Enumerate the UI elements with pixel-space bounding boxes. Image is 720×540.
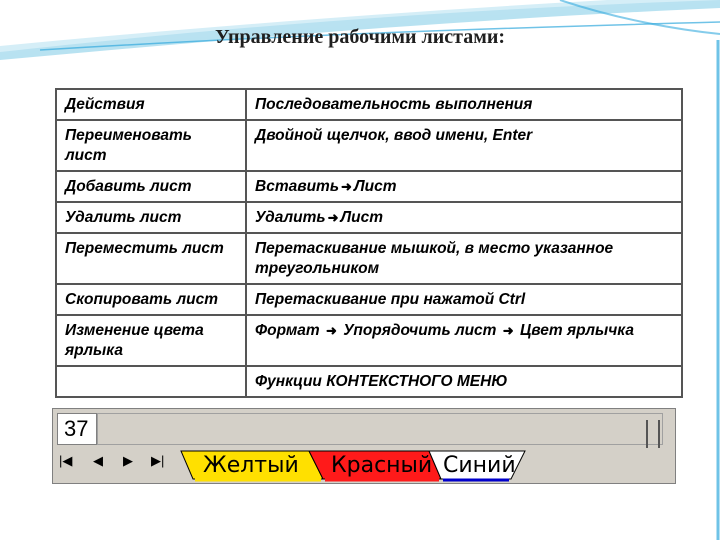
action-cell: Изменение цвета ярлыка <box>56 315 246 366</box>
action-cell: Удалить лист <box>56 202 246 233</box>
action-cell: Скопировать лист <box>56 284 246 315</box>
sequence-step: Упорядочить лист <box>343 322 497 339</box>
sequence-cell: Функции КОНТЕКСТНОГО МЕНЮ <box>246 366 682 397</box>
sequence-step: Лист <box>340 209 384 226</box>
header-actions: Действия <box>56 89 246 120</box>
sequence-cell <box>246 315 682 366</box>
sheet-tab-red[interactable]: Красный <box>331 453 433 478</box>
sequence-step: Вставить <box>255 178 340 195</box>
page-title: Управление рабочими листами: <box>214 26 506 48</box>
table-row <box>56 202 682 233</box>
first-sheet-icon[interactable]: |◀ <box>59 453 73 468</box>
sheet-tab-blue[interactable]: Синий <box>443 453 516 478</box>
divider <box>658 420 660 448</box>
table-row <box>56 120 682 171</box>
sequence-step: Удалить <box>255 209 326 226</box>
arrow-right-icon: ➜ <box>327 210 339 225</box>
divider <box>646 420 648 448</box>
sequence-cell <box>246 171 682 202</box>
action-cell: Добавить лист <box>56 171 246 202</box>
table-row <box>56 284 682 315</box>
action-cell: Переместить лист <box>56 233 246 284</box>
action-cell <box>56 366 246 397</box>
sheet-tab-yellow[interactable]: Желтый <box>203 453 299 478</box>
prev-sheet-icon[interactable]: ◀ <box>93 453 103 468</box>
next-sheet-icon[interactable]: ▶ <box>123 453 133 468</box>
actions-table <box>55 88 683 398</box>
sequence-cell: Двойной щелчок, ввод имени, Enter <box>246 120 682 171</box>
table-row <box>56 366 682 397</box>
table-row <box>56 233 682 284</box>
excel-sheet-bar <box>52 408 676 484</box>
action-cell: Переименовать лист <box>56 120 246 171</box>
sequence-step: Лист <box>353 178 397 195</box>
header-sequence: Последовательность выполнения <box>246 89 682 120</box>
arrow-right-icon: ➜ <box>502 323 514 338</box>
cell-reference: 37 <box>57 413 97 445</box>
arrow-right-icon: ➜ <box>326 323 337 338</box>
last-sheet-icon[interactable]: ▶| <box>151 453 165 468</box>
sequence-cell: Перетаскивание мышкой, в место указанное треугольником <box>246 233 682 284</box>
sequence-cell: Перетаскивание при нажатой Ctrl <box>246 284 682 315</box>
sequence-cell <box>246 202 682 233</box>
sequence-step: Цвет ярлычка <box>520 322 634 339</box>
sequence-step: Формат <box>255 322 320 339</box>
sheet-tab-row <box>53 449 677 483</box>
arrow-right-icon: ➜ <box>341 179 352 194</box>
table-header-row <box>56 89 682 120</box>
formula-area <box>97 413 663 445</box>
table-row <box>56 171 682 202</box>
table-row <box>56 315 682 366</box>
